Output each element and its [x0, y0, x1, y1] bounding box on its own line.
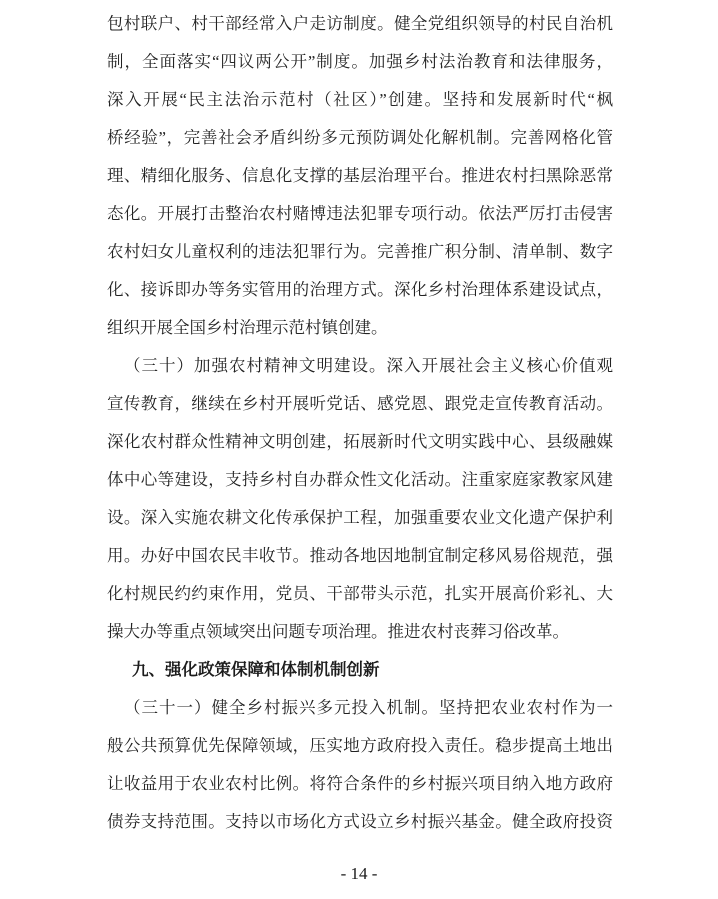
document-body — [107, 5, 613, 841]
text-line: 深化农村群众性精神文明创建，拓展新时代文明实践中心、县级融媒 — [107, 432, 613, 451]
text-line: 桥经验”，完善社会矛盾纠纷多元预防调处化解机制。完善网格化管 — [107, 128, 613, 147]
text-line: 般公共预算优先保障领域，压实地方政府投入责任。稳步提高土地出 — [107, 736, 613, 755]
text-line: 操大办等重点领域突出问题专项治理。推进农村丧葬习俗改革。 — [107, 622, 569, 641]
page-number: - 14 - — [340, 864, 378, 883]
text-line: 深入开展“民主法治示范村（社区）”创建。坚持和发展新时代“枫 — [107, 90, 613, 109]
text-line: 理、精细化服务、信息化支撑的基层治理平台。推进农村扫黑除恶常 — [107, 166, 613, 185]
text-line: （三十一）健全乡村振兴多元投入机制。坚持把农业农村作为一 — [124, 698, 613, 717]
text-line: 宣传教育，继续在乡村开展听党话、感党恩、跟党走宣传教育活动。 — [107, 394, 613, 413]
text-line: 债券支持范围。支持以市场化方式设立乡村振兴基金。健全政府投资 — [107, 812, 613, 831]
text-line: 用。办好中国农民丰收节。推动各地因地制宜制定移风易俗规范，强 — [107, 546, 613, 565]
text-line: 态化。开展打击整治农村赌博违法犯罪专项行动。依法严厉打击侵害 — [107, 204, 613, 223]
text-line: 化、接诉即办等务实管用的治理方式。深化乡村治理体系建设试点， — [107, 280, 613, 299]
text-line: （三十）加强农村精神文明建设。深入开展社会主义核心价值观 — [124, 356, 613, 375]
text-line: 组织开展全国乡村治理示范村镇创建。 — [107, 318, 388, 337]
text-line: 设。深入实施农耕文化传承保护工程，加强重要农业文化遗产保护利 — [107, 508, 613, 527]
text-line: 制，全面落实“四议两公开”制度。加强乡村法治教育和法律服务， — [107, 52, 613, 71]
text-line: 化村规民约约束作用，党员、干部带头示范，扎实开展高价彩礼、大 — [107, 584, 613, 603]
text-line: 让收益用于农业农村比例。将符合条件的乡村振兴项目纳入地方政府 — [107, 774, 613, 793]
text-line: 体中心等建设，支持乡村自办群众性文化活动。注重家庭家教家风建 — [107, 470, 613, 489]
text-line: 农村妇女儿童权利的违法犯罪行为。完善推广积分制、清单制、数字 — [107, 242, 613, 261]
section-heading: 九、强化政策保障和体制机制创新 — [132, 660, 380, 679]
text-line: 包村联户、村干部经常入户走访制度。健全党组织领导的村民自治机 — [107, 14, 613, 33]
